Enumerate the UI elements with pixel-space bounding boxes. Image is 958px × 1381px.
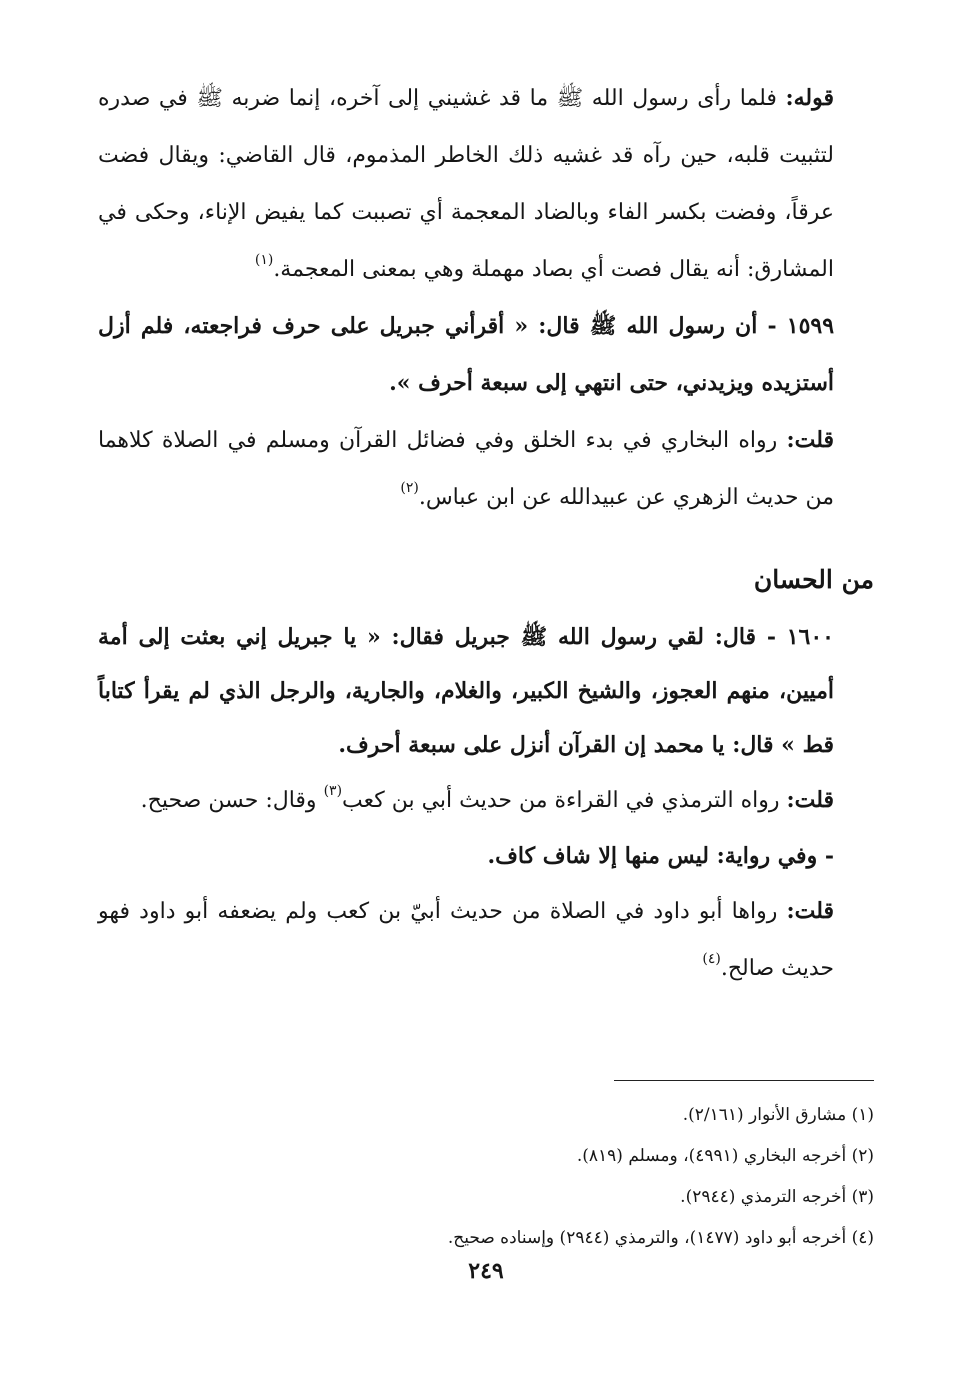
section-title: من الحسان [753, 565, 874, 594]
hadith-1600 [98, 610, 874, 772]
paragraph-text: رواه البخاري في بدء الخلق وفي فضائل القرآن ومسلم في الصلاة كلاهما من حديث الزهري عن عبيدالله عن ابن عباس. [98, 428, 834, 510]
footnote-3: (٣) أخرجه الترمذي (٢٩٤٤). [680, 1187, 874, 1207]
footnotes [98, 1095, 874, 1259]
footnote-separator [614, 1080, 874, 1081]
footnote-2: (٢) أخرجه البخاري (٤٩٩١)، ومسلم (٨١٩). [576, 1146, 874, 1166]
paragraph-label: قلت: [786, 787, 834, 813]
paragraph-text: رواه الترمذي في القراءة من حديث أبي بن كعب [342, 788, 787, 813]
paragraph-label: قلت: [786, 427, 834, 453]
commentary-paragraph [98, 70, 874, 298]
paragraph-label: قوله: [785, 85, 834, 111]
paragraph-text-after: وقال: حسن صحيح. [140, 788, 324, 813]
hadith-text: أن رسول الله ﷺ قال: « أقرأني جبريل على حرف فراجعته، فلم أزل أستزيده ويزيدني، حتى انتهي إلى سبعة أحرف ». [98, 313, 834, 396]
footnote-ref: (٣) [323, 783, 343, 799]
hadith-1599 [98, 298, 874, 412]
footnote-ref: (٤) [702, 951, 721, 967]
footnote-1: (١) مشارق الأنوار (٢/١٦١). [682, 1105, 874, 1125]
hadith-number: ١٦٠٠ - [766, 624, 834, 650]
riwaya-line: - وفي رواية: ليس منها إلا شاف كاف. [487, 843, 834, 869]
paragraph-label: قلت: [786, 898, 834, 924]
hadith-text: قال: لقي رسول الله ﷺ جبريل فقال: « يا جبريل إني بعثت إلى أمة أميين، منهم العجوز، والشيخ الكبير، والغلام، والجارية، والرجل الذي لم يقرأ كتاباً قط » قال: يا محمد إن القرآن أنزل على سبعة أحرف. [98, 624, 834, 758]
paragraph-text: فلما رأى رسول الله ﷺ ما قد غشيني إلى آخره، إنما ضربه ﷺ في صدره لتثبيت قلبه، حين رآه قد غشيه ذلك الخاطر المذموم، قال القاضي: ويقال فضت عرقاً، وفضت بكسر الفاء وبالضاد المعجمة أي تصببت كما يفيض الإناء، وحكى في المشارق: أنه يقال فصت أي بصاد مهملة وهي بمعنى المعجمة. [98, 86, 834, 282]
page-number: ٢٤٩ [468, 1258, 504, 1284]
page-body [98, 70, 874, 1321]
paragraph-text: رواها أبو داود في الصلاة من حديث أبيّ بن كعب ولم يضعفه أبو داود فهو حديث صالح. [98, 899, 834, 981]
takhrij-paragraph [98, 772, 874, 829]
hadith-number: ١٥٩٩ - [767, 313, 835, 339]
takhrij-paragraph [98, 883, 874, 997]
footnote-ref: (٢) [400, 480, 419, 496]
footnote-4: (٤) أخرجه أبو داود (١٤٧٧)، والترمذي (٢٩٤٤) وإسناده صحيح. [447, 1228, 874, 1248]
footnote-ref: (١) [254, 252, 274, 268]
takhrij-paragraph [98, 412, 874, 526]
